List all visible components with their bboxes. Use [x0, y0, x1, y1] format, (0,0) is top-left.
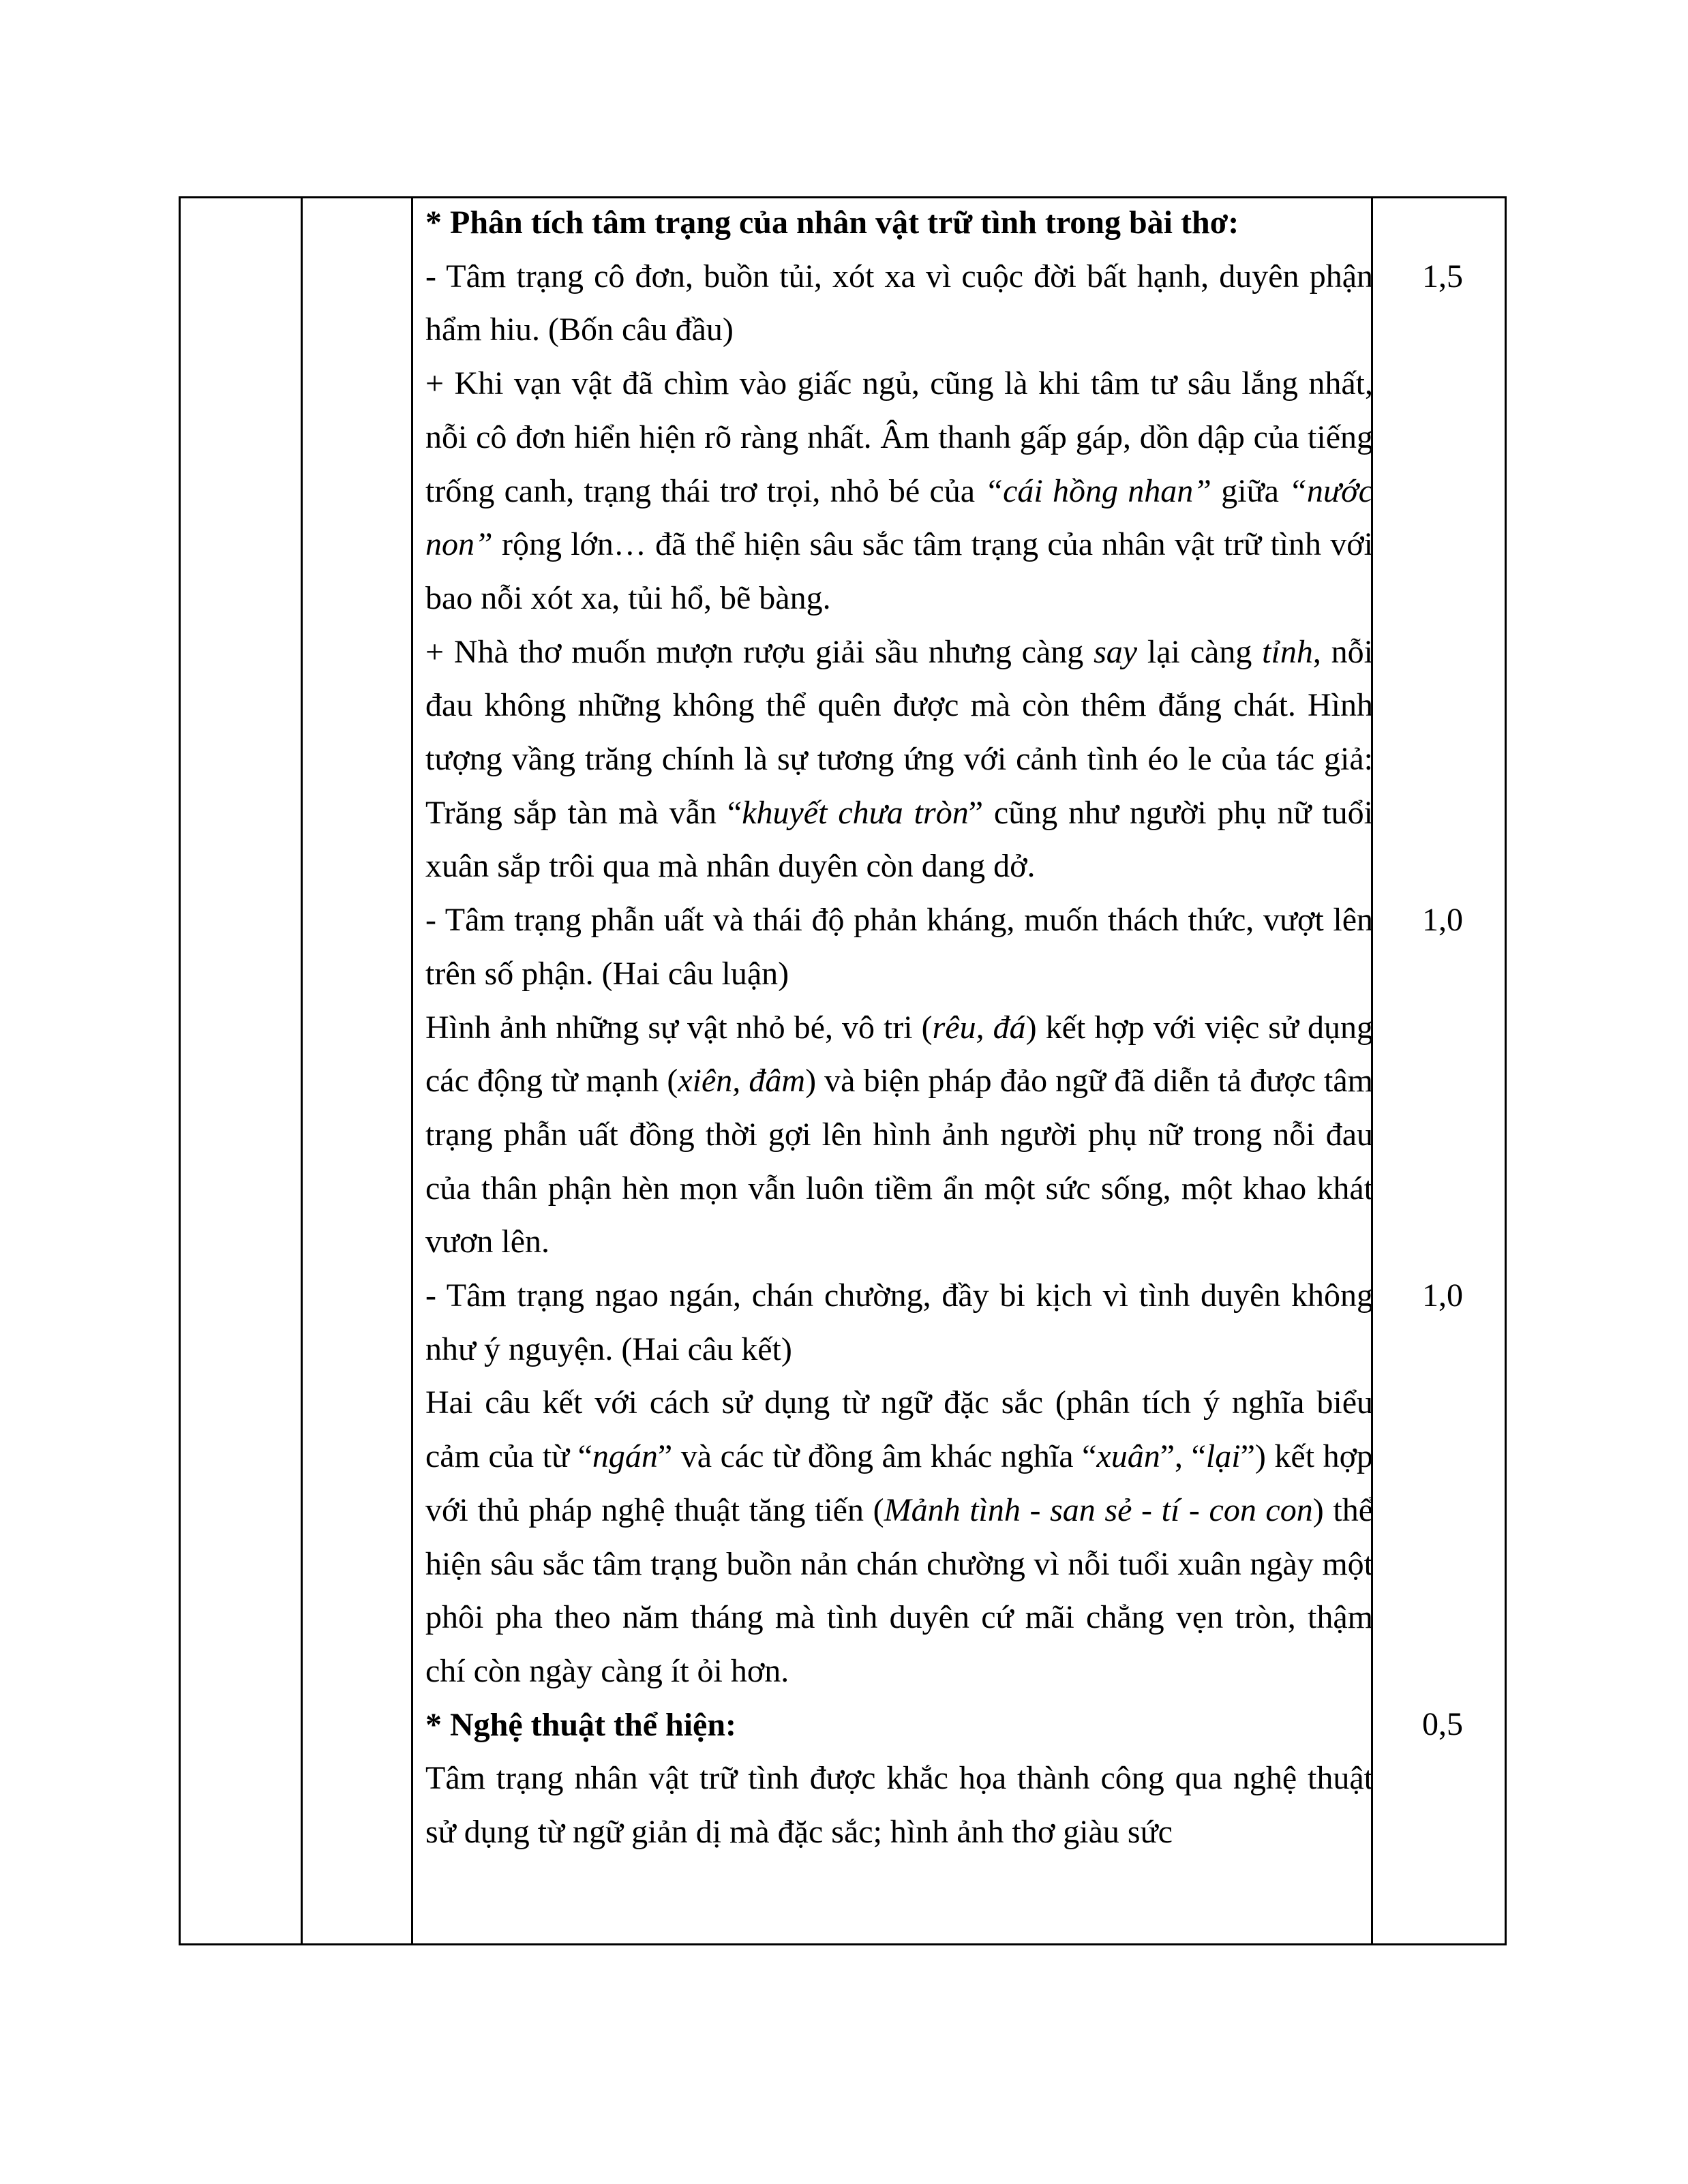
- score-3: 1,0: [1422, 1277, 1463, 1314]
- paragraph-night-loneliness: + Khi vạn vật đã chìm vào giấc ngủ, cũng là khi tâm tư sâu lắng nhất, nỗi cô đơn hiển hiện rõ ràng nhất. Âm thanh gấp gáp, dồn dập của tiếng trống canh, trạng thái trơ trọi, nhỏ bé của “cái hồng nhan” giữa “nước non” rộng lớn… đã thể hiện sâu sắc tâm trạng của nhân vật trữ tình với bao nỗi xót xa, tủi hổ, bẽ bàng.: [425, 365, 1374, 616]
- answer-content: [425, 196, 1373, 1860]
- paragraph-ending-lines: Hai câu kết với cách sử dụng từ ngữ đặc sắc (phân tích ý nghĩa biểu cảm của từ “ngán” và các từ đồng âm khác nghĩa “xuân”, “lại”) kết hợp với thủ pháp nghệ thuật tăng tiến (Mảnh tình - san sẻ - tí - con con) thể hiện sâu sắc tâm trạng buồn nản chán chường vì nỗi tuổi xuân ngày một phôi pha theo năm tháng mà tình duyên cứ mãi chẳng vẹn tròn, thậm chí còn ngày càng ít ỏi hơn.: [425, 1384, 1374, 1689]
- score-4: 0,5: [1422, 1706, 1463, 1742]
- column-divider-2: [411, 198, 413, 1943]
- paragraph-wine-moon: + Nhà thơ muốn mượn rượu giải sầu nhưng càng say lại càng tỉnh, nỗi đau không những không thể quên được mà còn thêm đắng chát. Hình tượng vầng trăng chính là sự tương ứng với cảnh tình éo le của tác giả: Trăng sắp tàn mà vẫn “khuyết chưa tròn” cũng như người phụ nữ tuổi xuân sắp trôi qua mà nhân duyên còn dang dở.: [425, 633, 1374, 885]
- column-divider-1: [301, 198, 303, 1943]
- paragraph-mood-weary: - Tâm trạng ngao ngán, chán chường, đầy bi kịch vì tình duyên không như ý nguyện. (Hai câu kết): [425, 1277, 1373, 1367]
- paragraph-art: Tâm trạng nhân vật trữ tình được khắc họa thành công qua nghệ thuật sử dụng từ ngữ giản dị mà đặc sắc; hình ảnh thơ giàu sức: [425, 1760, 1373, 1851]
- analysis-heading: * Phân tích tâm trạng của nhân vật trữ tình trong bài thơ:: [425, 204, 1239, 241]
- paragraph-mood-resentful: - Tâm trạng phẫn uất và thái độ phản kháng, muốn thách thức, vượt lên trên số phận. (Hai câu luận): [425, 902, 1373, 992]
- paragraph-mood-lonely: - Tâm trạng cô đơn, buồn tủi, xót xa vì cuộc đời bất hạnh, duyên phận hẩm hiu. (Bốn câu đầu): [425, 258, 1373, 348]
- art-heading: * Nghệ thuật thể hiện:: [425, 1706, 737, 1743]
- score-1: 1,5: [1422, 258, 1463, 294]
- paragraph-moss-rock: Hình ảnh những sự vật nhỏ bé, vô tri (rêu, đá) kết hợp với việc sử dụng các động từ mạnh (xiên, đâm) và biện pháp đảo ngữ đã diễn tả được tâm trạng phẫn uất đồng thời gợi lên hình ảnh người phụ nữ trong nỗi đau của thân phận hèn mọn vẫn luôn tiềm ẩn một sức sống, một khao khát vươn lên.: [425, 1009, 1374, 1260]
- score-2: 1,0: [1422, 902, 1463, 938]
